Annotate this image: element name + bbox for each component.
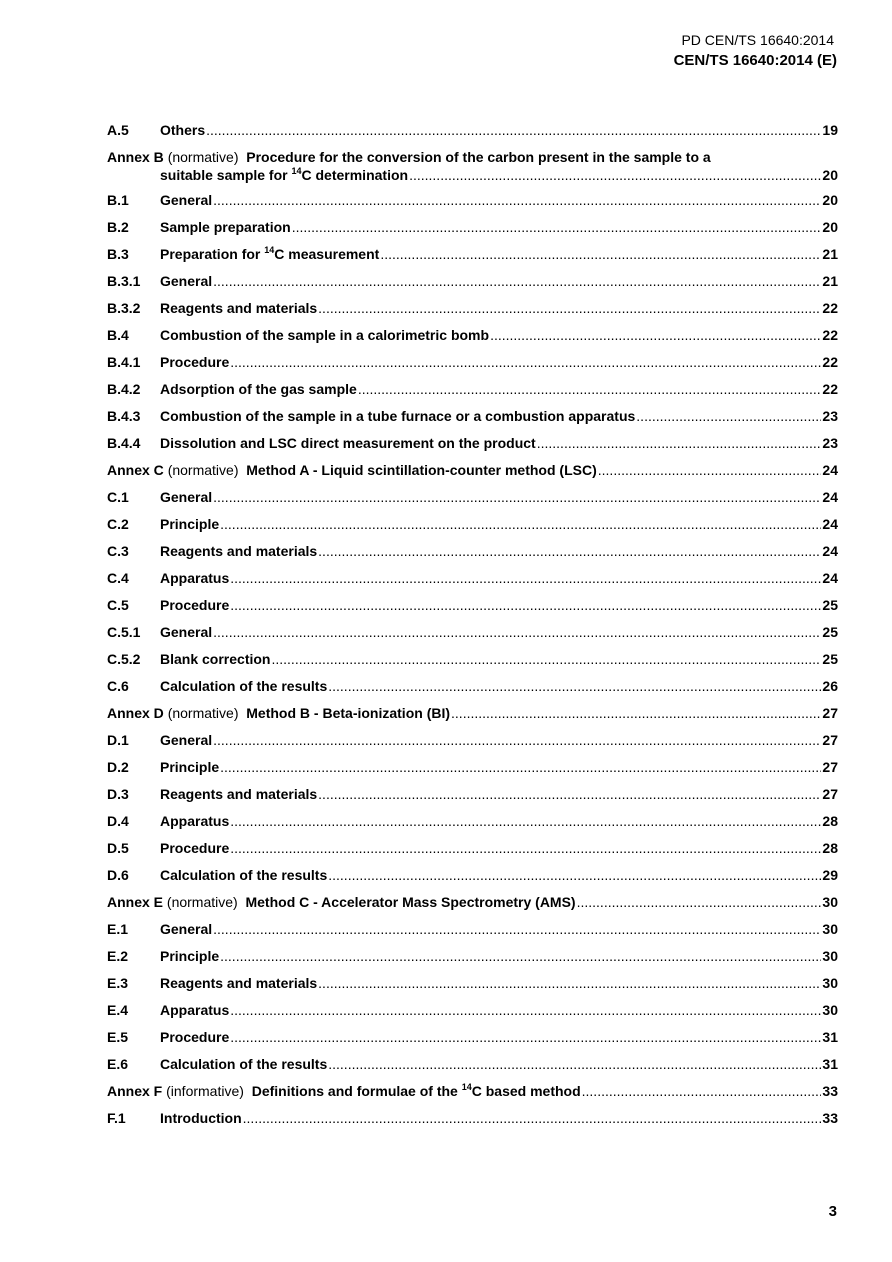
toc-entry-c4[interactable]: C.4 Apparatus ..... 24 xyxy=(107,568,838,595)
toc-entry-b4-3[interactable]: B.4.3 Combustion of the sample in a tube furnace or a combustion apparatus ..... 23 xyxy=(107,406,838,433)
toc-entry-d2[interactable]: D.2 Principle ..... 27 xyxy=(107,757,838,784)
toc-entry-e4[interactable]: E.4 Apparatus ..... 30 xyxy=(107,1000,838,1027)
toc-entry-annex-e[interactable]: Annex E (normative) Method C - Accelerator Mass Spectrometry (AMS) ..... 30 xyxy=(107,892,838,919)
table-of-contents xyxy=(107,120,838,1135)
toc-entry-c5[interactable]: C.5 Procedure ..... 25 xyxy=(107,595,838,622)
toc-entry-annex-c[interactable]: Annex C (normative) Method A - Liquid scintillation-counter method (LSC) ..... 24 xyxy=(107,460,838,487)
toc-entry-d3[interactable]: D.3 Reagents and materials ..... 27 xyxy=(107,784,838,811)
toc-entry-annex-b[interactable]: Annex B (normative) Procedure for the conversion of the carbon present in the sample to a suitable sample for $^{14}$C determination ..... 20 xyxy=(107,147,838,183)
page-number: 3 xyxy=(828,1203,837,1220)
toc-entry-f1[interactable]: F.1 Introduction ..... 33 xyxy=(107,1108,838,1135)
toc-entry-b4-2[interactable]: B.4.2 Adsorption of the gas sample ..... 22 xyxy=(107,379,838,406)
toc-entry-e1[interactable]: E.1 General ..... 30 xyxy=(107,919,838,946)
toc-entry-annex-d[interactable]: Annex D (normative) Method B - Beta-ionization (BI) ..... 27 xyxy=(107,703,838,730)
toc-entry-c3[interactable]: C.3 Reagents and materials ..... 24 xyxy=(107,541,838,568)
toc-entry-c6[interactable]: C.6 Calculation of the results ..... 26 xyxy=(107,676,838,703)
toc-entry-e2[interactable]: E.2 Principle ..... 30 xyxy=(107,946,838,973)
toc-entry-b1[interactable]: B.1 General ..... 20 xyxy=(107,190,838,217)
toc-entry-b4-4[interactable]: B.4.4 Dissolution and LSC direct measurement on the product ..... 23 xyxy=(107,433,838,460)
toc-entry-a5[interactable]: A.5 Others ..... 19 xyxy=(107,120,838,147)
document-id-header: PD CEN/TS 16640:2014 xyxy=(681,32,834,48)
toc-entry-d4[interactable]: D.4 Apparatus ..... 28 xyxy=(107,811,838,838)
toc-entry-e5[interactable]: E.5 Procedure ..... 31 xyxy=(107,1027,838,1054)
toc-entry-d5[interactable]: D.5 Procedure ..... 28 xyxy=(107,838,838,865)
standard-id-header: CEN/TS 16640:2014 (E) xyxy=(673,52,837,69)
toc-entry-c1[interactable]: C.1 General ..... 24 xyxy=(107,487,838,514)
toc-entry-c5-2[interactable]: C.5.2 Blank correction ..... 25 xyxy=(107,649,838,676)
toc-entry-annex-f[interactable]: Annex F (informative) Definitions and formulae of the $^{14}$C based method ..... 33 xyxy=(107,1081,838,1108)
toc-entry-b4-1[interactable]: B.4.1 Procedure ..... 22 xyxy=(107,352,838,379)
toc-entry-c2[interactable]: C.2 Principle ..... 24 xyxy=(107,514,838,541)
toc-entry-b4[interactable]: B.4 Combustion of the sample in a calorimetric bomb ..... 22 xyxy=(107,325,838,352)
toc-entry-e3[interactable]: E.3 Reagents and materials ..... 30 xyxy=(107,973,838,1000)
toc-entry-b3[interactable]: B.3 Preparation for $^{14}$C measurement ..... 21 xyxy=(107,244,838,271)
toc-entry-b2[interactable]: B.2 Sample preparation ..... 20 xyxy=(107,217,838,244)
toc-entry-b3-2[interactable]: B.3.2 Reagents and materials ..... 22 xyxy=(107,298,838,325)
toc-entry-d6[interactable]: D.6 Calculation of the results ..... 29 xyxy=(107,865,838,892)
toc-entry-b3-1[interactable]: B.3.1 General ..... 21 xyxy=(107,271,838,298)
toc-entry-e6[interactable]: E.6 Calculation of the results ..... 31 xyxy=(107,1054,838,1081)
toc-entry-d1[interactable]: D.1 General ..... 27 xyxy=(107,730,838,757)
toc-entry-c5-1[interactable]: C.5.1 General ..... 25 xyxy=(107,622,838,649)
